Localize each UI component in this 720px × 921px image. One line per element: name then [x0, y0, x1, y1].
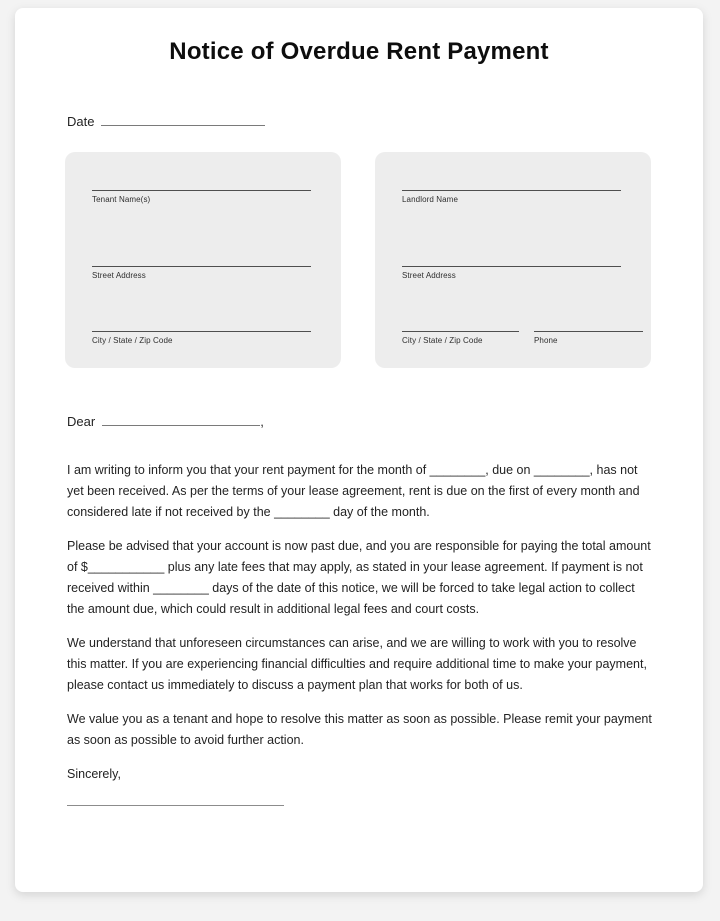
- landlord-street-blank-line: [402, 266, 621, 267]
- landlord-city-blank-line: [402, 331, 519, 332]
- paragraph-value-tenant: We value you as a tenant and hope to resolve this matter as soon as possible. Please remit your payment as soon as possible to avoid further action.: [67, 712, 652, 747]
- landlord-city-field: [402, 331, 519, 345]
- salutation-label: Dear: [67, 414, 96, 429]
- landlord-name-blank-line: [402, 190, 621, 191]
- landlord-street-field: [402, 266, 621, 280]
- date-row: [67, 112, 265, 129]
- date-blank-line: [101, 112, 265, 126]
- salutation-comma: ,: [260, 414, 264, 429]
- address-boxes: [65, 152, 651, 368]
- tenant-city-blank-line: [92, 331, 311, 332]
- landlord-phone-field: [534, 331, 643, 345]
- tenant-info-box: [65, 152, 341, 368]
- landlord-phone-label: Phone: [533, 336, 558, 345]
- landlord-info-box: [375, 152, 651, 368]
- landlord-name-label: Landlord Name: [402, 195, 458, 204]
- paragraph-past-due-amount: Please be advised that your account is now past due, and you are responsible for paying the total amount of $___________ plus any late fees that may apply, as stated in your lease agreement. If payment is not received within ________ days of the date of this notice, we will be forced to take legal action to collect the amount due, which could result in additional legal fees and court costs.: [67, 539, 651, 616]
- landlord-city-phone-row: [402, 331, 643, 345]
- closing-text: Sincerely,: [67, 767, 121, 781]
- salutation-row: [67, 412, 264, 429]
- document-page: [15, 8, 703, 892]
- tenant-city-label: City / State / Zip Code: [92, 336, 173, 345]
- tenant-street-field: [92, 266, 311, 280]
- signature-blank-line: [67, 805, 284, 806]
- paragraph-rent-overdue: I am writing to inform you that your rent payment for the month of ________, due on ________, has not yet been received. As per the terms of your lease agreement, rent is due on the first of every month and considered late if not received by the ________ day of the month.: [67, 463, 640, 519]
- salutation-blank-line: [102, 412, 260, 426]
- tenant-street-blank-line: [92, 266, 311, 267]
- tenant-name-field: [92, 190, 311, 204]
- landlord-phone-blank-line: [534, 331, 643, 332]
- tenant-street-label: Street Address: [92, 271, 146, 280]
- landlord-street-label: Street Address: [402, 271, 456, 280]
- document-title: Notice of Overdue Rent Payment: [169, 38, 549, 65]
- letter-body: [67, 460, 655, 806]
- landlord-city-label: City / State / Zip Code: [402, 336, 483, 345]
- date-label: Date: [67, 114, 95, 129]
- paragraph-willing-to-work: We understand that unforeseen circumstances can arise, and we are willing to work with you to resolve this matter. If you are experiencing financial difficulties and require additional time to make your payment, please contact us immediately to discuss a payment plan that works for both of us.: [67, 636, 647, 692]
- tenant-name-label: Tenant Name(s): [92, 195, 151, 204]
- tenant-city-field: [92, 331, 311, 345]
- tenant-name-blank-line: [92, 190, 311, 191]
- landlord-name-field: [402, 190, 621, 204]
